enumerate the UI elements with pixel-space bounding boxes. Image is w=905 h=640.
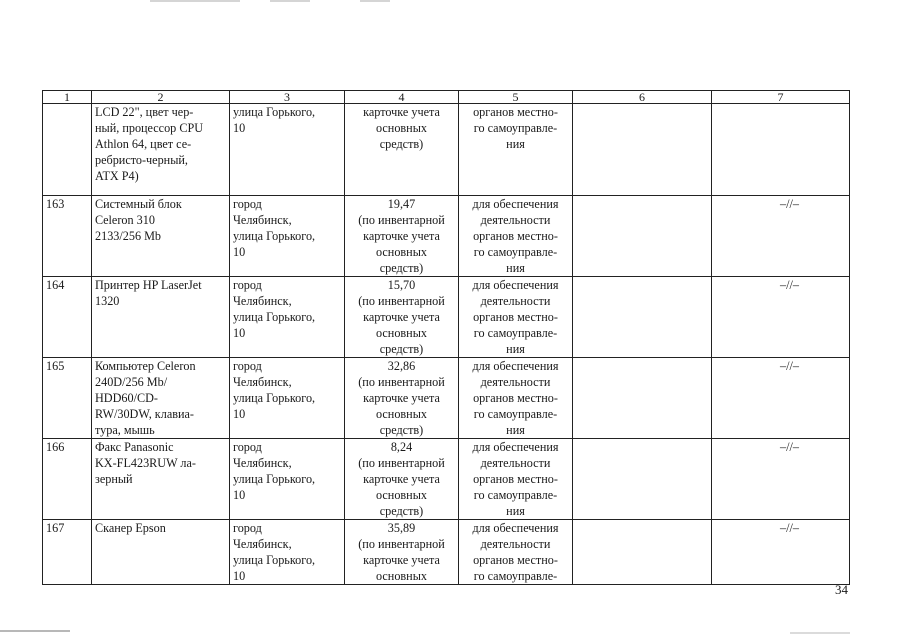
item-name-cell-line: 1320 (95, 294, 120, 308)
value-cell-line: средств) (379, 137, 424, 151)
col6-cell (573, 520, 712, 585)
ditto-cell: –//– (712, 277, 850, 358)
address-cell-line: город (233, 440, 262, 454)
item-name-cell (92, 196, 230, 277)
purpose-cell-line: органов местно- (473, 229, 558, 243)
purpose-cell-line: ния (506, 261, 525, 275)
value-cell-line: 35,89 (387, 521, 416, 535)
value-cell-line: 19,47 (387, 197, 416, 211)
table-row (43, 277, 850, 358)
ditto-cell: –//– (712, 520, 850, 585)
scan-artifact (270, 0, 310, 2)
item-name-cell-line: Компьютер Celeron (95, 359, 196, 373)
value-cell (345, 358, 459, 439)
address-cell-line: город (233, 278, 262, 292)
page-number: 34 (835, 582, 848, 597)
row-number-cell: 167 (43, 520, 92, 585)
address-cell-line: улица Горького, (233, 553, 316, 567)
value-cell-line: (по инвентарной (358, 213, 445, 227)
col6-cell (573, 358, 712, 439)
address-cell-line: Челябинск, (233, 294, 292, 308)
purpose-cell-line: деятельности (480, 213, 551, 227)
purpose-cell (459, 358, 573, 439)
purpose-cell (459, 520, 573, 585)
col6-cell (573, 196, 712, 277)
address-cell (230, 104, 345, 196)
item-name-cell-line: 240D/256 Mb/ (95, 375, 168, 389)
purpose-cell-line: деятельности (480, 456, 551, 470)
row-number-cell: 166 (43, 439, 92, 520)
value-cell-line: (по инвентарной (358, 294, 445, 308)
item-name-cell-line: ребристо-черный, (95, 153, 188, 167)
value-cell-line: основных (376, 121, 427, 135)
purpose-cell-line: органов местно- (473, 472, 558, 486)
purpose-cell-line: го самоуправле- (473, 407, 558, 421)
address-cell-line: улица Горького, (233, 105, 316, 119)
address-cell-line: город (233, 521, 262, 535)
row-number-cell: 164 (43, 277, 92, 358)
address-cell-line: улица Горького, (233, 391, 316, 405)
purpose-cell-line: ния (506, 342, 525, 356)
ditto-cell: –//– (712, 358, 850, 439)
address-cell-line: город (233, 359, 262, 373)
address-cell-line: Челябинск, (233, 537, 292, 551)
purpose-cell-line: го самоуправле- (473, 245, 558, 259)
value-cell-line: средств) (379, 423, 424, 437)
scan-artifact (0, 630, 70, 632)
purpose-cell-line: го самоуправле- (473, 326, 558, 340)
scan-artifact (790, 632, 850, 634)
item-name-cell-line: Celeron 310 (95, 213, 155, 227)
item-name-cell-line: Факс Panasonic (95, 440, 174, 454)
value-cell-line: 32,86 (387, 359, 416, 373)
purpose-cell-line: го самоуправле- (473, 488, 558, 502)
value-cell-line: 15,70 (387, 278, 416, 292)
value-cell-line: средств) (379, 504, 424, 518)
value-cell-line: (по инвентарной (358, 537, 445, 551)
value-cell (345, 520, 459, 585)
value-cell-line: карточке учета (363, 391, 440, 405)
col6-cell (573, 277, 712, 358)
value-cell-line: основных (376, 326, 427, 340)
address-cell-line: 10 (233, 326, 246, 340)
address-cell-line: 10 (233, 488, 246, 502)
table-row (43, 358, 850, 439)
address-cell (230, 277, 345, 358)
row-number-cell: 165 (43, 358, 92, 439)
item-name-cell (92, 358, 230, 439)
purpose-cell-line: деятельности (480, 537, 551, 551)
value-cell-line: основных (376, 245, 427, 259)
address-cell (230, 439, 345, 520)
item-name-cell-line: Системный блок (95, 197, 182, 211)
item-name-cell-line: ный, процессор CPU (95, 121, 204, 135)
item-name-cell (92, 439, 230, 520)
item-name-cell (92, 104, 230, 196)
value-cell (345, 439, 459, 520)
ditto-cell: –//– (712, 439, 850, 520)
item-name-cell-line: LCD 22", цвет чер- (95, 105, 194, 119)
value-cell-line: средств) (379, 342, 424, 356)
col6-cell (573, 439, 712, 520)
item-name-cell-line: Принтер HP LaserJet (95, 278, 202, 292)
inventory-table (42, 90, 850, 585)
value-cell-line: карточке учета (363, 553, 440, 567)
address-cell (230, 196, 345, 277)
purpose-cell-line: органов местно- (473, 105, 558, 119)
purpose-cell-line: го самоуправле- (473, 121, 558, 135)
address-cell-line: Челябинск, (233, 456, 292, 470)
purpose-cell-line: го самоуправле- (473, 569, 558, 583)
address-cell-line: 10 (233, 245, 246, 259)
address-cell-line: улица Горького, (233, 229, 316, 243)
item-name-cell-line: Сканер Epson (95, 521, 166, 535)
purpose-cell-line: деятельности (480, 294, 551, 308)
value-cell-line: основных (376, 569, 427, 583)
value-cell-line: карточке учета (363, 472, 440, 486)
purpose-cell-line: ния (506, 504, 525, 518)
address-cell (230, 358, 345, 439)
purpose-cell-line: органов местно- (473, 310, 558, 324)
column-number: 3 (230, 91, 345, 104)
item-name-cell-line: тура, мышь (95, 423, 155, 437)
purpose-cell-line: органов местно- (473, 553, 558, 567)
row-number-cell (43, 104, 92, 196)
item-name-cell-line: 2133/256 Mb (95, 229, 162, 243)
purpose-cell-line: для обеспечения (472, 278, 559, 292)
purpose-cell (459, 277, 573, 358)
address-cell-line: Челябинск, (233, 213, 292, 227)
item-name-cell-line: ATX P4) (95, 169, 139, 183)
purpose-cell-line: ния (506, 423, 525, 437)
scan-artifact (360, 0, 390, 2)
table-row (43, 196, 850, 277)
purpose-cell-line: деятельности (480, 375, 551, 389)
item-name-cell-line: RW/30DW, клавиа- (95, 407, 194, 421)
column-number: 1 (43, 91, 92, 104)
table-row (43, 439, 850, 520)
value-cell (345, 196, 459, 277)
table-row (43, 104, 850, 196)
address-cell-line: 10 (233, 569, 246, 583)
ditto-cell (712, 104, 850, 196)
address-cell-line: 10 (233, 407, 246, 421)
column-number: 7 (712, 91, 850, 104)
column-number: 4 (345, 91, 459, 104)
column-number: 6 (573, 91, 712, 104)
column-number: 5 (459, 91, 573, 104)
item-name-cell-line: зерный (95, 472, 133, 486)
item-name-cell-line: HDD60/CD- (95, 391, 158, 405)
purpose-cell (459, 196, 573, 277)
purpose-cell-line: для обеспечения (472, 359, 559, 373)
ditto-cell: –//– (712, 196, 850, 277)
address-cell-line: улица Горького, (233, 472, 316, 486)
value-cell-line: (по инвентарной (358, 375, 445, 389)
purpose-cell (459, 439, 573, 520)
item-name-cell-line: KX-FL423RUW ла- (95, 456, 196, 470)
col6-cell (573, 104, 712, 196)
purpose-cell-line: для обеспечения (472, 197, 559, 211)
value-cell-line: (по инвентарной (358, 456, 445, 470)
item-name-cell-line: Athlon 64, цвет се- (95, 137, 192, 151)
purpose-cell-line: для обеспечения (472, 440, 559, 454)
value-cell-line: карточке учета (363, 105, 440, 119)
value-cell-line: средств) (379, 261, 424, 275)
address-cell-line: 10 (233, 121, 246, 135)
purpose-cell-line: органов местно- (473, 391, 558, 405)
address-cell (230, 520, 345, 585)
scan-artifact (150, 0, 240, 2)
item-name-cell (92, 520, 230, 585)
value-cell-line: карточке учета (363, 229, 440, 243)
address-cell-line: улица Горького, (233, 310, 316, 324)
table-row (43, 520, 850, 585)
value-cell (345, 277, 459, 358)
item-name-cell (92, 277, 230, 358)
column-number-row (43, 91, 850, 104)
address-cell-line: город (233, 197, 262, 211)
value-cell-line: основных (376, 407, 427, 421)
address-cell-line: Челябинск, (233, 375, 292, 389)
purpose-cell (459, 104, 573, 196)
value-cell-line: основных (376, 488, 427, 502)
purpose-cell-line: для обеспечения (472, 521, 559, 535)
value-cell-line: 8,24 (390, 440, 413, 454)
row-number-cell: 163 (43, 196, 92, 277)
purpose-cell-line: ния (506, 137, 525, 151)
value-cell (345, 104, 459, 196)
value-cell-line: карточке учета (363, 310, 440, 324)
column-number: 2 (92, 91, 230, 104)
